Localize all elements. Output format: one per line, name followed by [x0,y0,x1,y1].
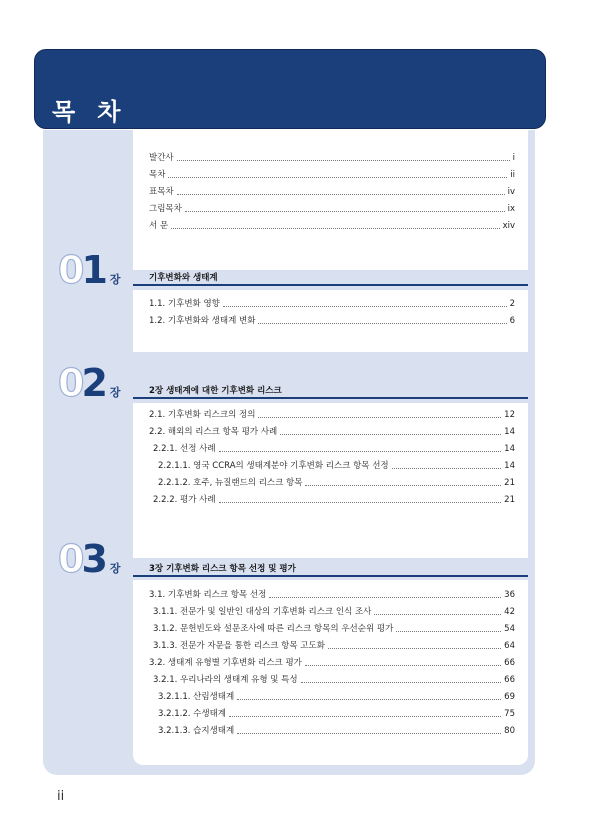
leader-dots [269,597,501,598]
chapter-suffix: 장 [109,562,121,575]
toc-entry[interactable] [158,460,515,473]
chapter-1-title: 기후변화와 생태계 [149,273,218,283]
chapter-suffix: 장 [109,386,121,399]
toc-entry[interactable] [149,169,515,182]
leader-dots [223,306,507,307]
leader-dots [301,682,502,683]
toc-entry-title: 표목차 [149,187,174,197]
toc-entry-title: 3.2.1.3. 습지생태계 [158,726,235,736]
toc-entry-page: 69 [504,692,515,702]
toc-entry[interactable] [149,589,515,602]
toc-entry-page: 66 [504,658,515,668]
toc-entry-title: 3.2.1.1. 산림생태계 [158,692,235,702]
toc-entry[interactable] [153,674,515,687]
toc-entry-page: iv [507,187,515,197]
toc-entry-title: 3.2.1. 우리나라의 생태계 유형 및 특성 [153,675,298,685]
leader-dots [305,485,501,486]
toc-entry-page: i [512,153,515,163]
toc-title-char-1: 목 [52,98,78,126]
toc-entry-page: 66 [504,675,515,685]
toc-entry-title: 2.2.1.2. 호주, 뉴질랜드의 리스크 항목 [158,478,303,488]
toc-entry-page: 6 [509,316,515,326]
front-matter-card [133,130,528,270]
toc-entry-title: 2.2.1.1. 영국 CCRA의 생태계분야 기후변화 리스크 항목 선정 [158,461,389,471]
toc-entry[interactable] [158,691,515,704]
leader-dots [171,228,499,229]
toc-entry-title: 3.2. 생태계 유형별 기후변화 리스크 평가 [149,658,302,668]
toc-entry-title: 목차 [149,170,166,180]
toc-entry[interactable] [149,657,515,670]
toc-title [52,92,122,127]
toc-title-char-2: 차 [97,98,123,126]
toc-entry[interactable] [149,220,515,233]
leader-dots [392,468,502,469]
toc-entry[interactable] [149,152,515,165]
toc-entry-page: ii [510,170,515,180]
toc-entry-title: 3.1. 기후변화 리스크 항목 선정 [149,590,267,600]
toc-entry-page: 14 [504,444,515,454]
toc-entry-page: 42 [504,607,515,617]
chapter-2-title-bar[interactable] [133,383,528,399]
toc-entry-title: 2.2. 해외의 리스크 항목 평가 사례 [149,427,278,437]
toc-entry-page: 12 [504,410,515,420]
toc-entry-page: 14 [504,427,515,437]
leader-dots [258,323,506,324]
leader-dots [185,211,505,212]
leader-dots [374,614,501,615]
leader-dots [168,177,507,178]
toc-entry[interactable] [153,443,515,456]
toc-entry[interactable] [158,708,515,721]
toc-entry[interactable] [153,623,515,636]
toc-entry[interactable] [158,477,515,490]
chapter-1-title-bar[interactable] [133,270,528,286]
toc-entry[interactable] [149,186,515,199]
toc-entry-page: 2 [509,299,515,309]
chapter-2-number [58,361,121,405]
chapter-number-zero: 0 [58,537,82,581]
leader-dots [177,160,510,161]
leader-dots [237,699,501,700]
leader-dots [280,434,501,435]
leader-dots [229,716,501,717]
page-number: ii [57,789,65,804]
toc-entry-title: 3.1.2. 문헌빈도와 설문조사에 따른 리스크 항목의 우선순위 평가 [153,624,394,634]
toc-entry-title: 1.1. 기후변화 영향 [149,299,220,309]
toc-entry[interactable] [149,426,515,439]
toc-entry-title: 서 문 [149,221,169,231]
toc-entry-page: 36 [504,590,515,600]
toc-entry[interactable] [153,640,515,653]
toc-entry[interactable] [158,725,515,738]
chapter-3-title: 3장 기후변화 리스크 항목 선정 및 평가 [149,564,296,574]
toc-entry[interactable] [149,315,515,328]
toc-entry-title: 2.2.2. 평가 사례 [153,495,216,505]
chapter-number-digit: 1 [81,248,108,292]
toc-entry[interactable] [149,409,515,422]
toc-entry-title: 그림목차 [149,204,182,214]
toc-entry[interactable] [153,606,515,619]
toc-entry-page: 14 [504,461,515,471]
chapter-number-digit: 2 [81,361,108,405]
chapter-number-zero: 0 [58,361,82,405]
toc-entry-title: 2.2.1. 선정 사례 [153,444,216,454]
toc-entry-page: 80 [504,726,515,736]
leader-dots [177,194,505,195]
leader-dots [219,451,502,452]
chapter-suffix: 장 [109,273,121,286]
toc-entry-page: xiv [502,221,515,231]
toc-entry-page: ix [507,204,515,214]
toc-entry[interactable] [149,298,515,311]
toc-entry-page: 21 [504,478,515,488]
leader-dots [258,417,501,418]
chapter-1-number [58,248,121,292]
chapter-number-digit: 3 [81,537,108,581]
leader-dots [328,648,501,649]
toc-entry-page: 64 [504,641,515,651]
toc-entry-title: 1.2. 기후변화와 생태계 변화 [149,316,256,326]
toc-entry-title: 3.2.1.2. 수생태계 [158,709,226,719]
chapter-3-number [58,537,121,581]
leader-dots [237,733,501,734]
toc-entry-title: 3.1.3. 전문가 자문을 통한 리스크 항목 고도화 [153,641,325,651]
toc-entry-page: 21 [504,495,515,505]
toc-entry[interactable] [153,494,515,507]
toc-entry[interactable] [149,203,515,216]
toc-entry-title: 3.1.1. 전문가 및 일반인 대상의 기후변화 리스크 인식 조사 [153,607,372,617]
toc-entry-page: 54 [504,624,515,634]
chapter-2-title: 2장 생태계에 대한 기후변화 리스크 [149,386,282,396]
toc-entry-page: 75 [504,709,515,719]
toc-entry-title: 발간사 [149,153,174,163]
leader-dots [219,502,502,503]
chapter-number-zero: 0 [58,248,82,292]
toc-entry-title: 2.1. 기후변화 리스크의 정의 [149,410,256,420]
leader-dots [305,665,501,666]
chapter-3-title-bar[interactable] [133,561,528,577]
leader-dots [396,631,501,632]
